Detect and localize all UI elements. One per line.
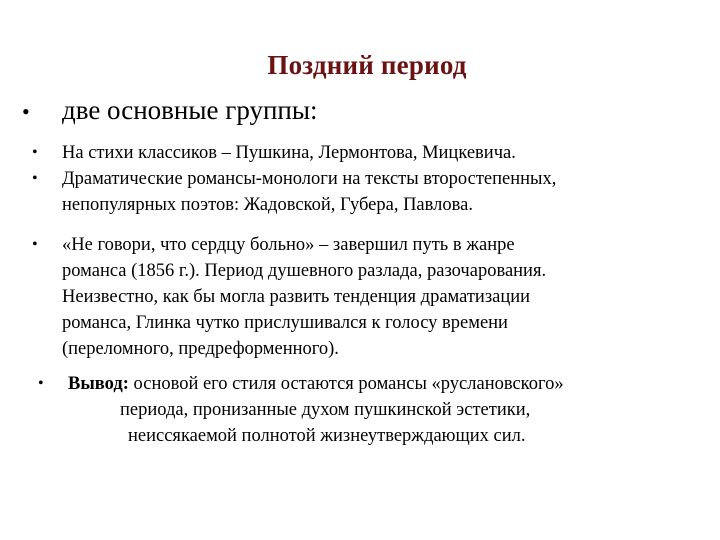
item-line: Неизвестно, как бы могла развить тенденция драматизации bbox=[62, 287, 531, 307]
bullet-icon: • bbox=[32, 236, 38, 253]
item-line: периода, пронизанные духом пушкинской эстетики, bbox=[120, 400, 531, 420]
bullet-item-3 bbox=[32, 232, 692, 362]
bullet-icon: • bbox=[32, 144, 38, 161]
bullet-item-1 bbox=[32, 140, 692, 166]
item-line: непопулярных поэтов: Жадовской, Губера, Павлова. bbox=[62, 195, 473, 215]
subheading bbox=[22, 95, 318, 126]
bullet-icon: • bbox=[32, 170, 38, 187]
item-line: «Не говори, что сердцу больно» – завершил путь в жанре bbox=[62, 235, 515, 255]
item-line: романса, Глинка чутко прислушивался к голосу времени bbox=[62, 313, 508, 333]
conclusion-label: Вывод: bbox=[68, 374, 129, 394]
bullet-icon: • bbox=[38, 375, 44, 392]
bullet-icon: • bbox=[22, 99, 30, 124]
item-line: На стихи классиков – Пушкина, Лермонтова, Мицкевича. bbox=[62, 143, 516, 163]
bullet-item-2 bbox=[32, 166, 692, 218]
slide-title: Поздний период bbox=[267, 50, 467, 80]
bullet-item-conclusion bbox=[38, 371, 698, 449]
item-line: романса (1856 г.). Период душевного разлада, разочарования. bbox=[62, 261, 547, 281]
item-line: (переломного, предреформенного). bbox=[62, 339, 339, 359]
item-line: Драматические романсы-монологи на тексты второстепенных, bbox=[62, 169, 557, 189]
item-line: основой его стиля остаются романсы «руслановского» bbox=[128, 374, 564, 394]
item-line: неиссякаемой полнотой жизнеутверждающих сил. bbox=[128, 426, 526, 446]
subheading-text: две основные группы: bbox=[62, 95, 318, 125]
